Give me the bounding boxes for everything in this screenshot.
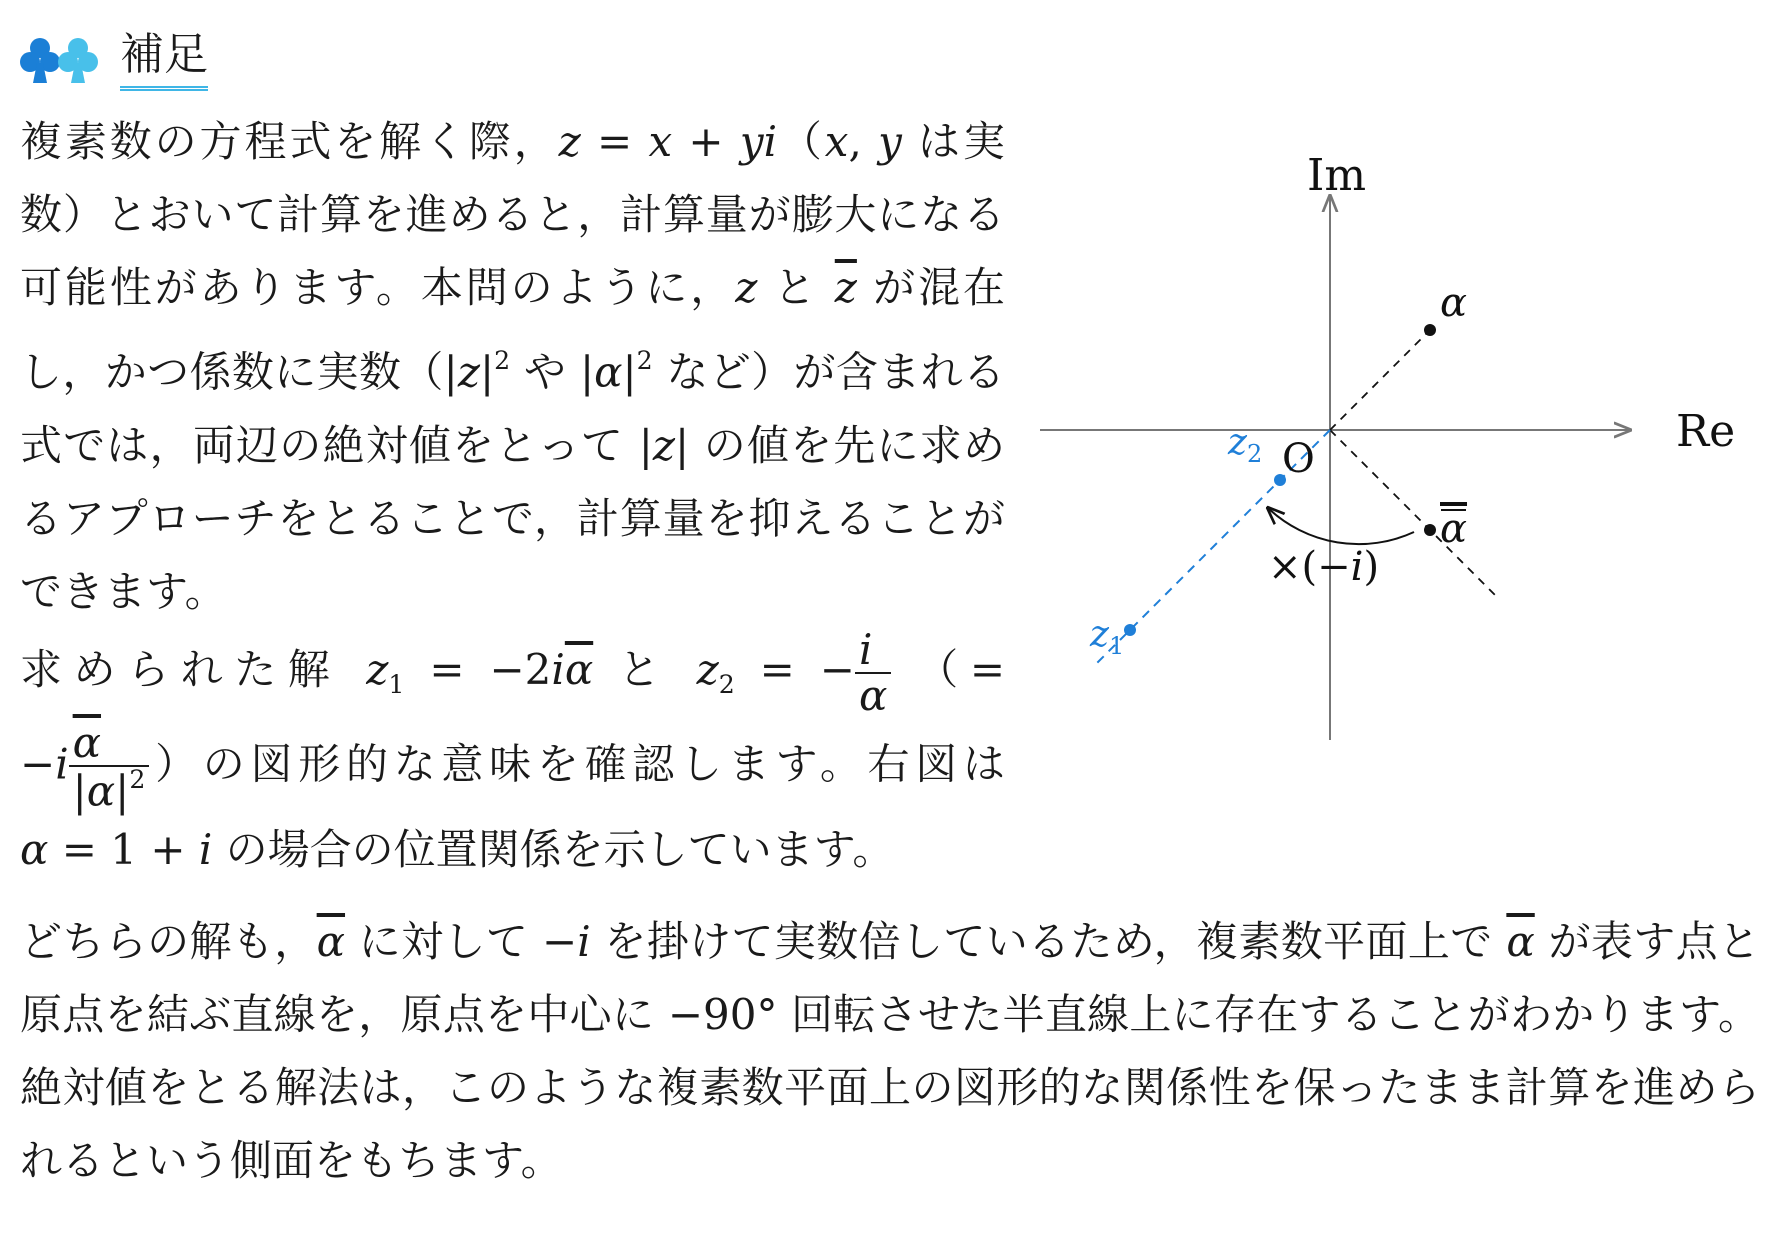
explanation-paragraph bbox=[20, 105, 1005, 886]
rotation-arc bbox=[1268, 508, 1414, 544]
fraction: $\frac{\overline{\alpha}}{|\alpha|^2}$ bbox=[69, 721, 150, 814]
text-line: し，かつ係数に実数（$|z|^2$ や $|\alpha|^2$ など）が含まれる bbox=[20, 346, 1006, 397]
imaginary-axis-label: Im bbox=[1307, 150, 1367, 201]
text-line: 絶対値をとる解法は，このような複素数平面上の図形的な関係性を保ったまま計算を進めら bbox=[20, 1063, 1760, 1112]
club-suit-icon bbox=[20, 35, 106, 87]
alpha-bar-label: α bbox=[1440, 506, 1468, 552]
text-line: 可能性があります。本問のように，z と $\overline{z}$ が混在 bbox=[20, 263, 1005, 312]
text-line: 数）とおいて計算を進めると，計算量が膨大になる bbox=[20, 190, 1005, 239]
alpha-bar-point bbox=[1424, 524, 1436, 536]
text-line: できます。 bbox=[20, 566, 227, 616]
complex-plane-figure bbox=[1030, 150, 1736, 750]
section-heading bbox=[20, 26, 208, 96]
text-line: どちらの解も，$\overline{\alpha}$ に対して −i を掛けて実数倍しているため，複素数平面上で $\overline{\alpha}$ が表す点と bbox=[20, 917, 1760, 966]
text-line: 複素数の方程式を解く際，z = x + yi（x, y は実 bbox=[20, 117, 1005, 166]
text-line: 求められた解 $z_1 = -2i\overline{\alpha}$ と $z_2$ = − $\frac{i}{\alpha}$ （= bbox=[20, 624, 1006, 720]
conclusion-paragraph bbox=[20, 905, 1760, 1197]
origin-label: O bbox=[1282, 436, 1315, 482]
text-line: 原点を結ぶ直線を，原点を中心に −90° 回転させた半直線上に存在することがわかります。 bbox=[20, 990, 1760, 1039]
real-axis-label: Re bbox=[1676, 406, 1736, 457]
z2-label: $z_2$ bbox=[1228, 422, 1263, 468]
text-line: α = 1 + i の場合の位置関係を示しています。 bbox=[20, 825, 895, 875]
alpha-ray bbox=[1330, 330, 1430, 430]
text-line: れるという側面をもちます。 bbox=[20, 1136, 563, 1185]
text-line: −i $\frac{\overline{\alpha}}{|\alpha|^2}$ ）の図形的な意味を確認します。右図は bbox=[20, 717, 1005, 816]
z1-point bbox=[1124, 624, 1136, 636]
text-line: 式では，両辺の絶対値をとって |z| の値を先に求め bbox=[20, 420, 1005, 470]
text-line: るアプローチをとることで，計算量を抑えることが bbox=[20, 493, 1005, 543]
rotation-label: ×(−i) bbox=[1268, 544, 1380, 590]
heading-title: 補足 bbox=[120, 31, 208, 90]
z1-label: $z_1$ bbox=[1090, 614, 1125, 660]
alpha-point bbox=[1424, 324, 1436, 336]
alpha-label: α bbox=[1440, 280, 1468, 326]
fraction: $\frac{i}{\alpha}$ bbox=[855, 628, 891, 718]
